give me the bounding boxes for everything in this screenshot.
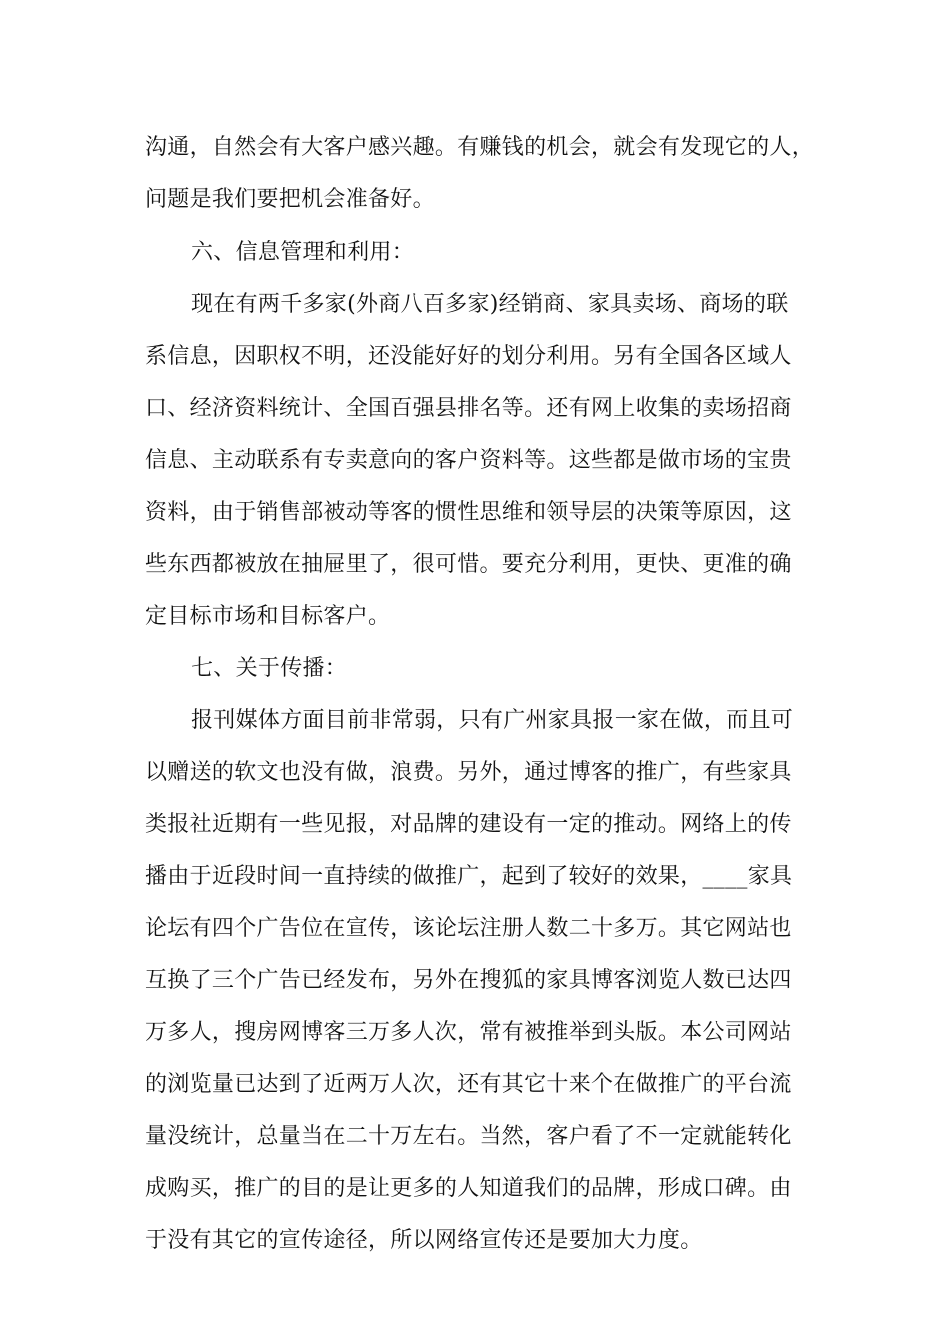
text-line: 论坛有四个广告位在宣传，该论坛注册人数二十多万。其它网站也 (145, 916, 792, 941)
text-line: 些东西都被放在抽屉里了，很可惜。要充分利用，更快、更准的确 (145, 552, 792, 577)
text-line: 万多人，搜房网博客三万多人次，常有被推举到头版。本公司网站 (145, 1020, 792, 1045)
text-line: 以赠送的软文也没有做，浪费。另外，通过博客的推广，有些家具 (145, 760, 792, 785)
text-line: 问题是我们要把机会准备好。 (145, 187, 435, 212)
text-line: 的浏览量已达到了近两万人次，还有其它十来个在做推广的平台流 (145, 1072, 792, 1097)
text-line: 口、经济资料统计、全国百强县排名等。还有网上收集的卖场招商 (145, 396, 792, 421)
text-line: 系信息，因职权不明，还没能好好的划分利用。另有全国各区域人 (145, 344, 792, 369)
section-heading: 七、关于传播： (191, 656, 348, 681)
text-line: 成购买，推广的目的是让更多的人知道我们的品牌，形成口碑。由 (145, 1176, 792, 1201)
section-heading: 六、信息管理和利用： (191, 240, 415, 265)
text-line: 沟通，自然会有大客户感兴趣。有赚钱的机会，就会有发现它的人， (145, 135, 815, 160)
text-line: 报刊媒体方面目前非常弱，只有广州家具报一家在做，而且可 (191, 708, 794, 733)
text-line: 播由于近段时间一直持续的做推广，起到了较好的效果，____家具 (145, 864, 793, 889)
text-line: 互换了三个广告已经发布，另外在搜狐的家具博客浏览人数已达四 (145, 968, 792, 993)
text-line: 量没统计，总量当在二十万左右。当然，客户看了不一定就能转化 (145, 1124, 792, 1149)
text-line: 资料，由于销售部被动等客的惯性思维和领导层的决策等原因，这 (145, 500, 792, 525)
text-line: 于没有其它的宣传途径，所以网络宣传还是要加大力度。 (145, 1228, 703, 1253)
text-line: 现在有两千多家(外商八百多家)经销商、家具卖场、商场的联 (191, 292, 789, 317)
text-line: 类报社近期有一些见报，对品牌的建设有一定的推动。网络上的传 (145, 812, 792, 837)
text-line: 信息、主动联系有专卖意向的客户资料等。这些都是做市场的宝贵 (145, 448, 792, 473)
text-line: 定目标市场和目标客户。 (145, 604, 391, 629)
